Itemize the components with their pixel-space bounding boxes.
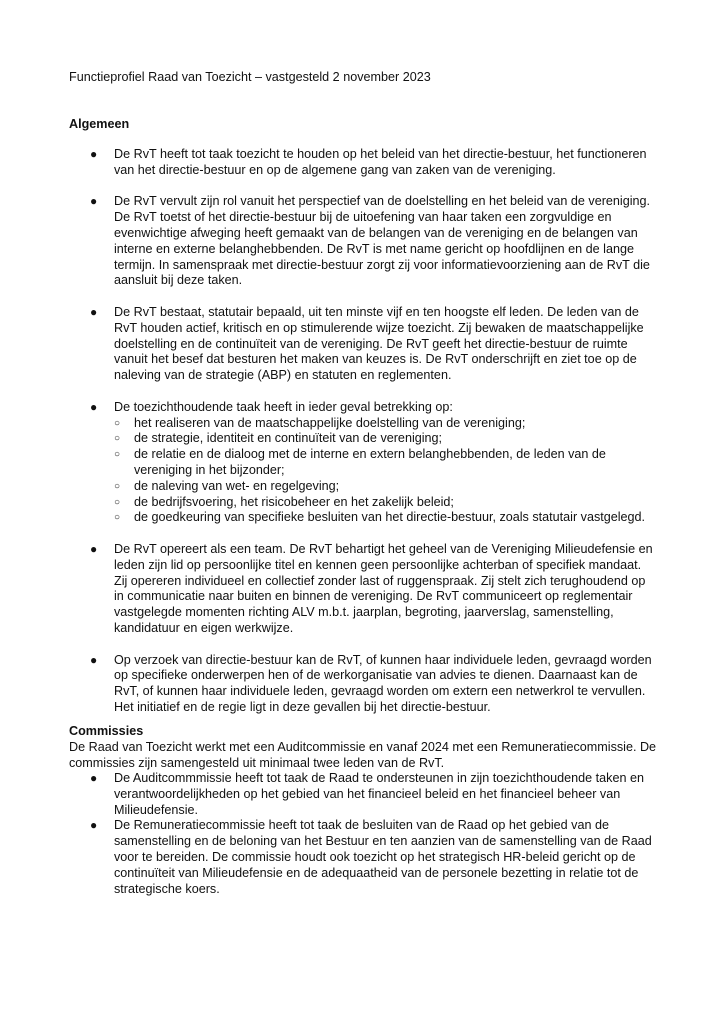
general-list — [0, 147, 724, 731]
list-item — [0, 771, 659, 818]
bullet-icon: ● — [90, 399, 98, 414]
list-item-text: De RvT vervult zijn rol vanuit het perspectief van de doelstelling en het beleid van de vereniging. De RvT toetst of het directie-bestuur bij de uitoefening van haar taken een zorgvuldige en evenwichtige afweging heeft gemaakt van de belangen van de vereniging en de belangen van interne en externe belanghebbenden. De RvT is met name gericht op hoofdlijnen en de lange termijn. In samenspraak met directie-bestuur zorgt zij voor informatievoorziening aan de RvT die aansluit bij deze taken. — [114, 194, 651, 288]
list-item-text: De RvT opereert als een team. De RvT behartigt het geheel van de Vereniging Milieudefensie en leden zijn lid op persoonlijke titel en kennen geen persoonlijke achterban of specifiek mandaat. Zij opereren individueel en collectief zonder last of ruggenspraak. Zij stelt zich terughoudend op in communicatie naar buiten en binnen de vereniging. De RvT communiceert op reglementair vastgelegde momenten richting ALV m.b.t. jaarplan, begroting, jaarverslag, samenstelling, kandidatuur en eigen werkwijze. — [114, 541, 653, 635]
sub-list-item — [114, 495, 654, 511]
bullet-icon: ● — [90, 147, 98, 161]
sub-list-item-text: het realiseren van de maatschappelijke doelstelling van de vereniging; — [134, 415, 526, 430]
sub-list-item-text: de naleving van wet- en regelgeving; — [134, 478, 340, 493]
section-heading-general: Algemeen — [69, 117, 130, 131]
sub-list — [114, 416, 654, 527]
list-item — [0, 305, 654, 384]
committees-list — [0, 771, 724, 897]
list-item — [0, 194, 654, 289]
sub-list-item — [114, 510, 654, 526]
sub-list-item-text: de bedrijfsvoering, het risicobeheer en het zakelijk beleid; — [134, 494, 454, 509]
list-item-text: De Auditcommmissie heeft tot taak de Raad te ondersteunen in zijn toezichthoudende taken en verantwoordelijkheden op het gebied van het financieel beleid en het financieel beheer van Milieudefensie. — [114, 771, 644, 817]
list-item-text: Op verzoek van directie-bestuur kan de RvT, of kunnen haar individuele leden, gevraagd worden op specifieke onderwerpen hen of de werkorganisatie van advies te dienen. Daarnaast kan de RvT, of kunnen haar individuele leden, gevraagd worden om extern een netwerkrol te vervullen. Het initiatief en de regie ligt in deze gevallen bij het directie-bestuur. — [114, 652, 652, 714]
committees-intro: De Raad van Toezicht werkt met een Auditcommissie en vanaf 2024 met een Remuneratiecommissie. De commissies zijn samengesteld uit minimaal twee leden van de RvT. — [69, 740, 657, 770]
sub-list-item-text: de goedkeuring van specifieke besluiten van het directie-bestuur, zoals statutair vastgelegd. — [134, 510, 646, 525]
sub-list-item — [114, 447, 654, 479]
sub-list-item-text: de relatie en de dialoog met de interne en extern belanghebbenden, de leden van de vereniging in het bijzonder; — [134, 447, 606, 477]
section-heading-committees: Commissies — [69, 724, 144, 738]
circle-bullet-icon: ○ — [114, 496, 121, 508]
document-title: Functieprofiel Raad van Toezicht – vastgesteld 2 november 2023 — [69, 70, 431, 84]
circle-bullet-icon: ○ — [114, 449, 121, 461]
sub-list-item — [114, 479, 654, 495]
circle-bullet-icon: ○ — [114, 417, 121, 429]
bullet-icon: ● — [90, 818, 98, 833]
list-item — [0, 147, 654, 179]
circle-bullet-icon: ○ — [114, 480, 121, 492]
list-item-text: De RvT bestaat, statutair bepaald, uit ten minste vijf en ten hoogste elf leden. De leden van de RvT houden actief, kritisch en op stimulerende wijze toezicht. Zij bewaken de maatschappelijke doelstelling en de continuïteit van de vereniging. De RvT geeft het directie-bestuur de ruimte vanuit het besef dat besturen het maken van keuzes is. De RvT onderschrijft en ziet toe op de naleving van de strategie (ABP) en statuten en reglementen. — [114, 304, 644, 383]
bullet-icon: ● — [90, 652, 98, 667]
bullet-icon: ● — [90, 771, 98, 785]
bullet-icon: ● — [90, 304, 98, 319]
bullet-icon: ● — [90, 541, 98, 556]
sub-list-item — [114, 431, 654, 447]
circle-bullet-icon: ○ — [114, 512, 121, 524]
list-item-text: De toezichthoudende taak heeft in ieder geval betrekking op: — [114, 399, 453, 414]
list-item — [0, 542, 654, 637]
sub-list-item — [114, 416, 654, 432]
sub-list-item-text: de strategie, identiteit en continuïteit van de vereniging; — [134, 431, 443, 446]
list-item — [0, 818, 659, 897]
list-item — [0, 653, 654, 716]
list-item — [0, 400, 654, 526]
list-item-text: De RvT heeft tot taak toezicht te houden op het beleid van het directie-bestuur, het functioneren van het directie-bestuur en op de algemene gang van zaken van de vereniging. — [114, 147, 647, 177]
list-item-text: De Remuneratiecommissie heeft tot taak de besluiten van de Raad op het gebied van de samenstelling en de beloning van het Bestuur en ten aanzien van de samenstelling van de Raad voor te bereiden. De commissie houdt ook toezicht op het strategisch HR-beleid gericht op de continuïteit van Milieudefensie en de adequaatheid van de personele bezetting in relatie tot de strategische koers. — [114, 818, 652, 896]
bullet-icon: ● — [90, 194, 98, 209]
circle-bullet-icon: ○ — [114, 433, 121, 445]
